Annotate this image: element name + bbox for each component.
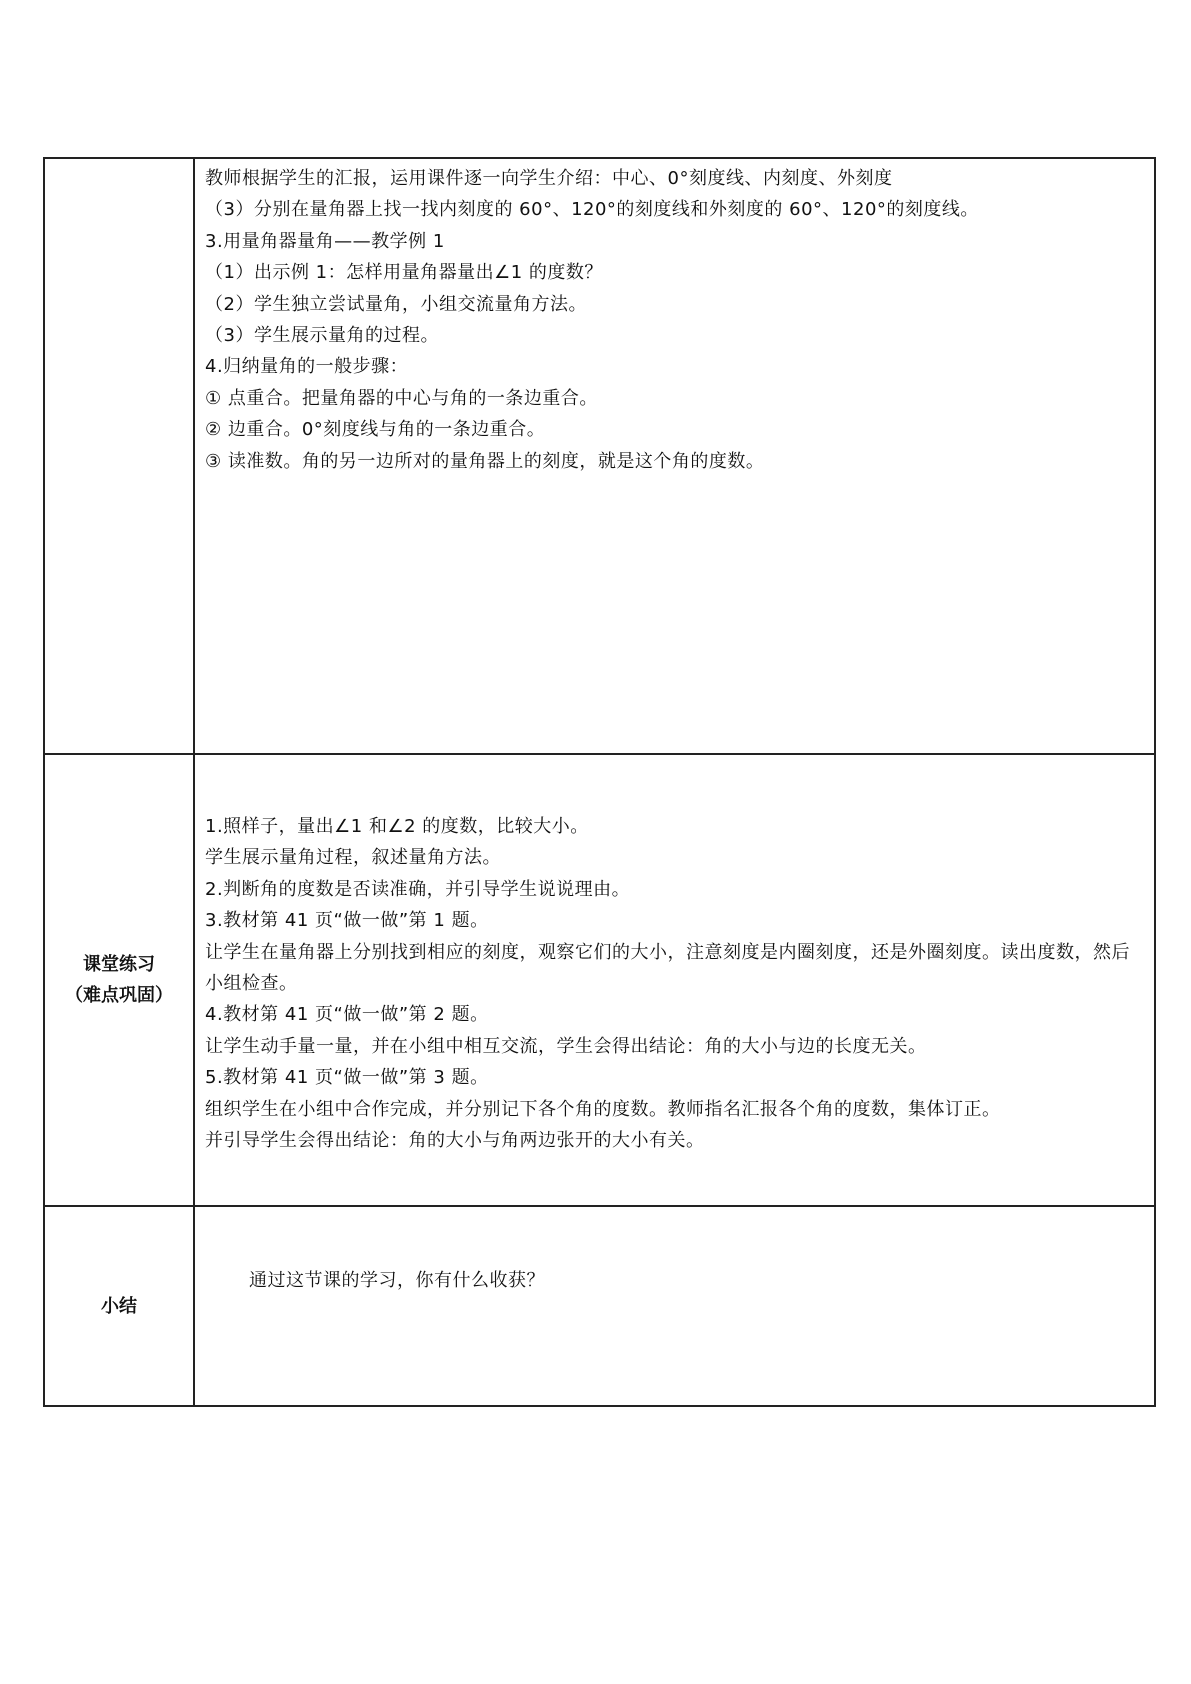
table-row <box>44 158 1155 754</box>
content-line: （1）出示例 1：怎样用量角器量出∠1 的度数？ <box>205 262 603 284</box>
row-label-cell <box>44 1206 194 1406</box>
content-line: 2.判断角的度数是否读准确，并引导学生说说理由。 <box>205 878 631 900</box>
content-line: 让学生动手量一量，并在小组中相互交流，学生会得出结论：角的大小与边的长度无关。 <box>205 1035 927 1057</box>
row-label-cell <box>44 158 194 754</box>
content-line: 学生展示量角过程，叙述量角方法。 <box>205 847 501 869</box>
summary-question: 通过这节课的学习，你有什么收获？ <box>249 1270 545 1291</box>
content-line: 让学生在量角器上分别找到相应的刻度，观察它们的大小，注意刻度是内圈刻度，还是外圈刻度。读出度数，然后小组检查。 <box>205 941 1130 995</box>
content-line: 4.教材第 41 页“做一做”第 2 题。 <box>205 1004 489 1026</box>
content-line: 4.归纳量角的一般步骤： <box>205 356 409 378</box>
content-line: 教师根据学生的汇报，运用课件逐一向学生介绍：中心、0°刻度线、内刻度、外刻度 <box>205 168 893 189</box>
content-line: （3）分别在量角器上找一找内刻度的 60°、120°的刻度线和外刻度的 60°、120°的刻度线。 <box>205 199 979 221</box>
practice-label-subtitle: （难点巩固） <box>65 985 173 1006</box>
content-line: 组织学生在小组中合作完成，并分别记下各个角的度数。教师指名汇报各个角的度数，集体订正。 <box>205 1098 1001 1120</box>
content-line: 并引导学生会得出结论：角的大小与角两边张开的大小有关。 <box>205 1130 705 1152</box>
content-line: 1.照样子，量出∠1 和∠2 的度数，比较大小。 <box>205 816 589 837</box>
lesson-plan-table <box>43 157 1156 1407</box>
content-line: 5.教材第 41 页“做一做”第 3 题。 <box>205 1067 489 1089</box>
content-line: ① 点重合。把量角器的中心与角的一条边重合。 <box>205 387 598 409</box>
content-line: （3）学生展示量角的过程。 <box>205 325 439 347</box>
practice-content <box>195 755 1154 1156</box>
row-content-cell <box>194 1206 1155 1406</box>
table-row <box>44 754 1155 1206</box>
content-line: 3.用量角器量角——教学例 1 <box>205 230 445 252</box>
practice-label <box>45 755 193 1205</box>
row-content-cell <box>194 158 1155 754</box>
content-line: ② 边重合。0°刻度线与角的一条边重合。 <box>205 419 546 441</box>
summary-content <box>195 1207 1154 1296</box>
table-row <box>44 1206 1155 1406</box>
content-line: （2）学生独立尝试量角，小组交流量角方法。 <box>205 293 587 315</box>
practice-label-title: 课堂练习 <box>83 954 155 975</box>
row-label <box>45 159 193 753</box>
content-line: 3.教材第 41 页“做一做”第 1 题。 <box>205 910 489 932</box>
teaching-steps-content <box>195 159 1154 477</box>
row-label-cell <box>44 754 194 1206</box>
content-line: ③ 读准数。角的另一边所对的量角器上的刻度，就是这个角的度数。 <box>205 450 765 472</box>
row-content-cell <box>194 754 1155 1206</box>
summary-label: 小结 <box>101 1295 137 1317</box>
